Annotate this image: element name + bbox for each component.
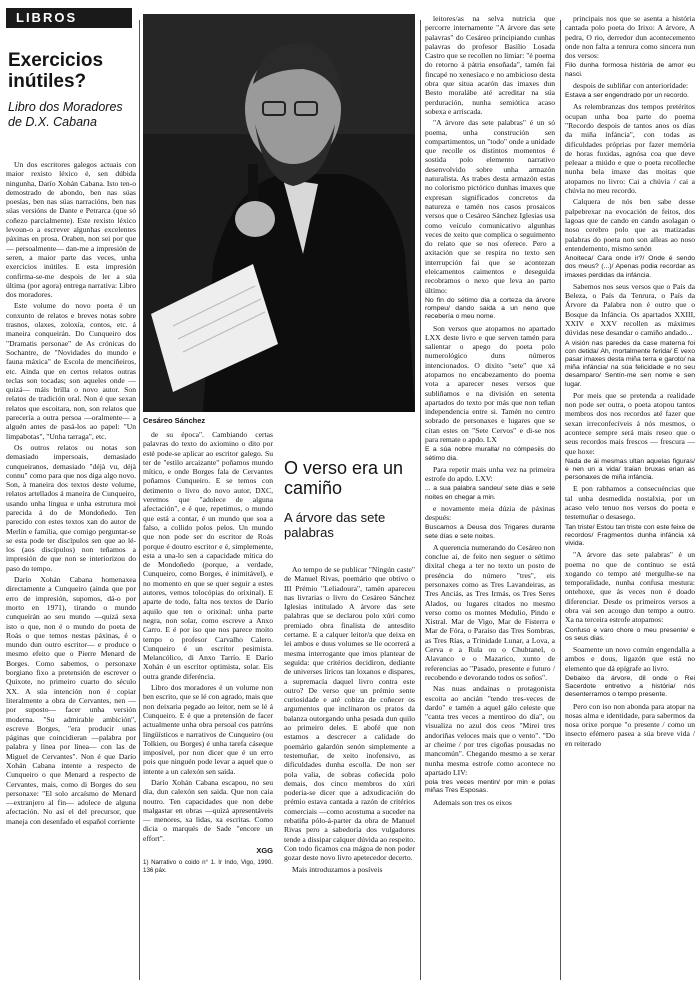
paragraph: E pon rabhamos a consecuéncias que tal unha desmedida nostalxia, por un acaso velo tenuo nos versos do poeta e testemuñar o desasego. [565, 484, 695, 522]
column-3 [284, 565, 415, 985]
article-subtitle: A árvore das sete palabras [284, 510, 386, 540]
verse-quote: Nada de ái mesmas ultan aquelas figuras/ e nen un a vida/ traian bruxas erian as personaxes de miña infáncia. [565, 457, 695, 482]
column-rule [139, 20, 140, 980]
section-label: LIBROS [6, 8, 132, 28]
paragraph: "A árvore das sete palabras" é un poema no que de contínuo se está xogando co tempo até mergulhe-se na temporalidade, nunha confusa mestura: ontehoxe, que ás veces non é doado diferenciar. Desde os primeiros versos a obra vai sen acougo dun tempo a outro. Xa na terceira estrofe atopamos: [565, 550, 695, 625]
column-rule [420, 20, 421, 980]
paragraph: Para repetir mais unha vez na primeira estrofe do apdo. LXV: [425, 464, 555, 484]
verse-quote: pola tres veces mentin/ por min e polas miñas Tres Esposas. [425, 779, 555, 795]
paragraph: Son versos que atopamos no apartado LXX deste livro e que serven tamén para salientar o apego do poeta polo numerológico duns números intencionados. O dixito "sete" que xá atopamos no encabezamento do poema vota a aparecer neses versos que subliñamos e na división en setenta apartados do texto por más que non teñan independencia entre si. Tamén no centro sobrado de personaxes e lugares que se citan estes on "Sete Cervos" e di-se nos para remate o apdo. LX [425, 323, 555, 445]
paragraph: de su época". Cambiando certas palavras do texto do axiomino o dito por esté pode-se aplicar ao escritor galego. Su ter de "estilo arcaizante" poñamos mundo mítico, e onde Borges fala de Cervantes poñamos Cunqueiro. E se temos con detimento o livro do novo autor, DXC, veremos que "adolece de alguna afectación", e é que, repetimos, o mundo que está a contar, é un mundo que soa a falso, a collido polos pelos. Un mundo que non pode ser do escritor de Roás porque é doutro escritor e é, simplemente, esta a una-lo sen a capacidade mítica do de Mondoñedo (porque, a verdade, Cunqueiro, como Borges, é inimitável), e no momento en que se quer seguir a estes autores, vemos tolocópias do orixinal). E aparte de todo, falta nos textos de Darío aquilo que ten o orixinal: unha parte negra, non solar, como escreve a Anxo Carro. E é por iso que nos parece moito tempo o profesor Carvalho Calero. Cunqueiro é un escritor pesimista. Melancólico, di Anxo Tarrío. E Darío Xohán é un escritor optimista, solar. Eis outra grande diferéncia. [143, 430, 273, 681]
paragraph: A querencia numerando do Cesáreo non conclue ai, de feito nen seguer o sétimo dixital chega a ter no texto un posto de preséncia do número "tres", eis personaxes como as Tres Lavandeiras, as Tres Anciás, as Tres Irmás, os Tres Seres Alados, ou lugares citados no mesmo verso como os montes Medulio, Pindo e Xistral. Mar de Vigo, Mar de Fisterra e Mar de Fóra, o Paraiso das Tres Sombras, as Tres Rías, a Trinidade Lunar, a Lova, a Cerva e a Rula ou o Chubtanel, o Alavanco e o Mazarico, xunto de referencias ao "Pasado, presente e futuro / recobendo e devorando todos os soños". [425, 542, 555, 682]
article-title: O verso era un camiño [284, 458, 404, 498]
paragraph: despois de subliñar con anterioridade: [573, 80, 689, 90]
column-4 [425, 14, 555, 984]
paragraph: Soamente un novo común engendalla a ambos e dous, ligazón que está no elemento que dá epígrafe ao livro. [565, 645, 695, 673]
paragraph: e novamente meia dúzia de páxinas después: [425, 503, 555, 523]
paragraph: Ademais son tres os eixos [433, 797, 512, 807]
paragraph: Ao tempo de se publicar "Ningún caste" de Manuel Rivas, poemário que obtivo o III Prémio "Leliadoura", tamén apareceu nas livrarias o livro do Cesáreo Sánchez Iglesias intitulado A árvore das sete palabras que se declarou polo xúri como premiado obra finalista de antesdito certame. E a calquer leitor/a que deixa en lei ambos e duus volumes se lle ocorrerá a mesma interrogante que imos plantear de seguida: que critérios decidiron, dediante de universes líricos tan loxanos e dispares, a supremacía daquel livro contra este outro? De verso que un prémio sente curiosidade e até cobiza de coñecer os argumentos que inclinaron os pratos da balanza outorgando unha pesada dun quilo ao primeiro deles. E abofé que non estamos a descrecer a calidade do poemário galardón senón simplemente a testemuñar, de xeito inofensivo, as dificuldades dunha escolla. De non ser pola valia, de sobras coñecida polo demais, dos cinco membros do xúri poderia-se dicer que a adxudicación do prémio estava cantada a razón de critérios comerciais —como acostuma a suceder na rebatiña pólo-á-parter da obra de Manuel Rivas pero a sabedoría dos vulgadores tende a dissipar calquer dúvida ao respeito. Con todo ficamos coa mágoa de non poder gozar deste novo livro apetecedor decerto. [284, 565, 415, 863]
column-5 [565, 14, 695, 984]
column-rule [560, 20, 561, 980]
verse-quote: Confuso e varo chore o meu presente/ e os seus dias. [565, 626, 695, 642]
paragraph: Nas nuas andainas o protagonista escoita ao ancián "tendo tres-veces de dardo" e tamén a aquel gálo celeste que "canta tres veces a mentiroo do dia", ou visualiza no azul dos ceos "Mirei tres andoriñas veloces mais que o vento". "Do ar cheime / por tres cigoñas pousadas no mancomún". Chegando mesmo a se xerar nunha mesma estrofe como acontece no apartado LIV: [425, 684, 555, 777]
verse-quote: Anoiteca/ Cara onde ir?/ Onde é sendo dos meus? (...)/ Apenas podia recordar as imaxes perdidas da infáncia. [565, 255, 695, 279]
paragraph: principais nos que se asenta a história cantada polo poeta do Irixo: A árvore, A pedra, O rio, derredor dun acontecemento onde non falta a tenrura como sincera nun dos versos: [565, 14, 695, 61]
verse-quote: Estava a ser engendrado por un recordo. [565, 92, 689, 100]
paragraph: Darío Xohán Cabana escapou, no seu dia, dun calexón sen saida. Que non caia noutro. Ten capacidades que non debe malgastar en obras —quizá apresentáveis— menores, xa lidas, xa escritas. Como dicia o marqués de Sade "encore un effort". [143, 777, 273, 843]
paragraph: Pero con iso non abonda para atopar na nosas alma e identidade, para sabermos da nosa orixe porque "o presente / como un insecto efémero pasea a súa breve vida / en reiterado [565, 701, 695, 748]
paragraph: Un dos escritores galegos actuais con maior rexisto léxico é, sen dúbida ningunha, Darío Xohán Cabana. Isto ten-o demostrado de abondo, ben nas súas poesías, ben nas súas narracións, ben nas súas versións de Dante e Petrarca (que só coñezo parcialmente). Este rexisto léxico levoun-o a escrever algunhas excelentes páxinas en prosa. Oraben, non sei por que — persoalmente— dan-me a impresión de seren, a maior parte das veces, unha exercicios inútiles. E esta impresión confirma-se-me despois de ler a súa última (por agora) entrega narrativa: Libro dos moradores. [6, 160, 136, 300]
paragraph: Sabemos nos seus versos que o País da Beleza, o País da Tenrura, o País da Árvore da Palabra non é outro que o Bosque da Infáncia. Os apartados XXIII, XXIV e XXV recollen as máximes dúvidas nese desandar o camiño andado... [565, 281, 695, 338]
paragraph: Darío Xohán Cabana homenaxea directamente a Cunqueiro (ainda que por erro de impresión, supomos, dá-o por morto en 1971), tirando o mundo cunqueirán ao seu mundo —quizá sexa isto o que, non é o mundo do poeta de Roás o que temos nestas páxinas, é o mundo dun outro escritor— e produce o mesmo efeito que o Pierre Menard de Borges. Como sabemos, o personaxe borgiano fixo a pretensión de escrever o Quixote, no primeiro cuarto do século XX. A súa intención non é copiar literalmente a obra de Cervantes, nen —por suposto— facer unha versión moderna. "Su admirable ambición", escreve Borges, "era producir unas páginas que coincidieran —palabra por palabra y línea por línea— con las de Miguel de Cervantes". Non é que Darío Xohán Cabana intente a respecto de Cunqueiro o que Menard a respecto de Cervantes, mais, como di Borges do seu personaxe: "El solo arcaísmo de Menard —extranjero al fin— adolece de alguna afectación. No así el del precursor, que maneja con desenfado el español corriente [6, 575, 136, 826]
paragraph: Mais introduzamos a posíveis [292, 864, 383, 874]
author-signature: XGG [256, 846, 273, 856]
verse-quote: Filo dunha formosa história de amor eu nasci. [565, 62, 695, 78]
verse-quote: ... a sua palabra sandeu/ sete dias e sete noites en chegar a min. [425, 485, 555, 501]
paragraph: "A árvore das sete palabras" é un só poema, unha construción sen compartimentos, un "todo" onde a unidade que recolle os distintos momentos é sostida polo elemento narrativo desenvolvido sobre unha armazón naturalista. As trabes desta armazón estas no colorismo pictórico dunhas imaxes que expresan significados concretos da natureza e tamén nos casos prosaicos versos que o Cesáreo Sánchez Iglesias usa como veículo comunicativo algunhas veces de xeito que complica o seguimento do relato que se nos oferece. Pero a axitación que se respira no texto sen interrupción fai que se acontezan eleicamentos caimentos e deseguida recobramos o nexo que leva ao parto último: [425, 118, 555, 295]
paragraph: Este volume do novo poeta é un conxunto de relatos e breves notas sobre trasnos, olaxes, zoloxía, contos, etc. á maneira conqueirán. Do Cunqueiro dos "Dramatis personae" de As crónicas do Sochantre, de "Novidades do mundo e fauna máxica" de Escola de menciñeiros, etc. Ainda que en certos relatos outras teclas son tocadas; son aqueles onde —quizá— máis brilla o novo autor. Son relatos de tradición oral. Non é que sexan relatos que escoitara, non, son relatos que parecería a outra persoa —oralmente— a alguén antes de pasá-los ao papel: "Un limpabotas", "Unha tarraga", etc. [6, 301, 136, 441]
paragraph: Por meis que se pretenda a realidade non pode ser outra, o poeta atopou tantos membros dos nos recordos até fazer que sexan irreconfecíveis á nós mesmos, o acontece sempre será mais reseo que o seus recordos mais frescos — frescura — que hoxe: [565, 390, 695, 456]
paragraph: Os outros relatos ou notas son demasiado impersoais, demasiado cunqueiranos, demasiado "déjà vu, déjà connu" como para que nos diga algo novo. Son, à maneira dos textos deste volume, relatos artellados á maneira de Cunqueiro, usando unha lingua e unha estrutura moi parecida á do de Mondoñedo. Ten parecido con estes textos xan do autor de Merlín e familia, que comigo perguntar-se se esta pode ter discípulos sen que ao lé-los (aos discípulos) non teñamos a impresión de que non se interiorizou do paso do tempo. [6, 442, 136, 573]
verse-quote: No fin do sétimo dia a corteza da árvore rompeu/ dando saida a un neno que recebería o meu nome. [425, 296, 555, 321]
verse-quote: Tan triste/ Estou tan triste con este feixe de recordos/ Fragmentos dunha infáncia xá vivida. [565, 523, 695, 548]
paragraph: Libro dos moradores é un volume non ben escrito, que se lé con agrado, mais que non deixaria pegado ao leitor, nem se lé á Cunqueiro. E é que a pretensión de facer actualmente unha obra persoal cos patróns lingüísticos e narrativos de Cunqueiro (ou Tolkien, ou Borges) é unha tarefa cáseque imposível, por non dicer que é un erro pois que ninguén pode levar a aquel que o intente a un calexón sen saída. [143, 683, 273, 776]
review-title: Exercicios inútiles? [8, 50, 104, 92]
review-subtitle: Libro dos Moradores de D.X. Cabana [8, 100, 123, 129]
verse-quote: Debaixo da árvore, dil onde o Rei Sacerdote entretivo a história/ nós desenterramos o tempo presente. [565, 674, 695, 699]
column-1 [6, 160, 136, 985]
author-photo [143, 14, 415, 412]
paragraph: Calquera de nós ben sabe desse palpebrexar na evocación de feitos, dos lagoas que de cando en cando asolagan o noso cerebro polo que as matizadas palabras do poeta non son alleas ao noso entendemento, mismo senón [565, 197, 695, 253]
photo-caption: Cesáreo Sánchez [143, 416, 206, 425]
footnote: 1) Narrativo o coido n° 1. Ir Indo, Vigo, 1990. 136 páx. [143, 859, 273, 874]
paragraph: leitores/as na selva nutricia que percorre internamente "A árvore das sete palavras" do Cesáreo principiando cunhas palavras do profesor Basilio Losada Castro que se recollen no limiar: "é poema do retorno á pátria ensoñada", tamén fai fincapé no xenesíaco e no ambicioso desta obra que situa acarón das imaxes dun Besto moralábe até acreditar na súa perduración, nunha semiótica acaso sobexa e arriscada. [425, 14, 555, 116]
verse-quote: E a súa nobre muralla/ no cómpesiis do sétimo dia. [425, 446, 555, 462]
verse-quote: A visión nas paredes da case materna foi con detida/ Ah, mortalmente ferida/ E vexo pasar imaxes desta miña terra e garoto/ na miña infáncia/ na súa felicidade e no seu desamparo/ Sentín-me sen nome e sen lugar. [565, 339, 695, 388]
column-2 [143, 430, 273, 985]
paragraph: As relembranzas dos tempos pretéritos ocupan unha boa parte do poema "Recordo despois de tantos anos os días da miña infáncia", con todas as dificuldades próprias por fazer memória de horas fuxidas, agnósa coa que deve peleaar a miúdo e que o poeta recolleche nunha bela imaxe das moitas que atopamos no livro: Cai a chúvia / cai a chúvia no meu recordo. [565, 102, 695, 196]
verse-quote: Buscamos a Deusa dos Trigares durante sete días e sete noites. [425, 524, 555, 540]
